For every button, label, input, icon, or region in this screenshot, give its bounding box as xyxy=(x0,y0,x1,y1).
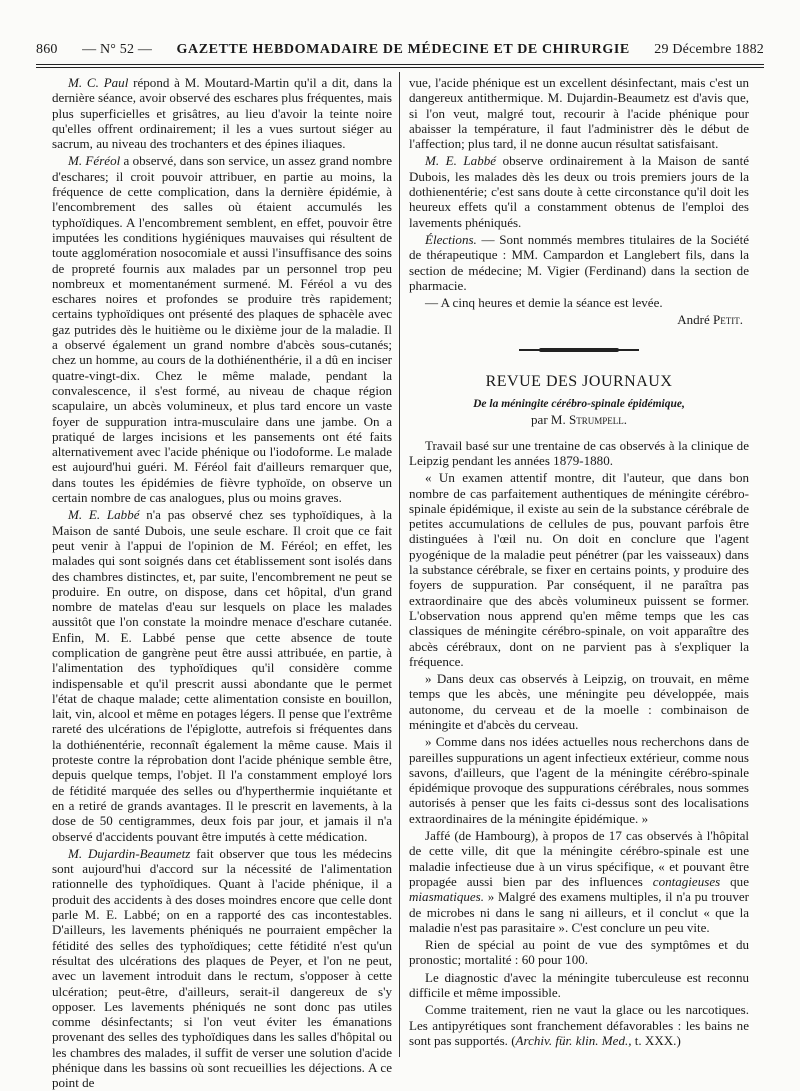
signature: André Petit. xyxy=(677,312,743,328)
speaker-name: M. E. Labbé xyxy=(425,153,497,169)
paragraph: Le diagnostic d'avec la méningite tuberculeuse est reconnu difficile et même impossible. xyxy=(409,969,749,1001)
paragraph: M. Dujardin-Beaumetz fait observer que tous les médecins sont aujourd'hui d'accord sur la nécessité de l'alimentation rationnelle des typhoïdiques. Quant à l'acide phénique, il a produit des accidents à des doses moindres encore que celle dont parle M. E. Labbé; on en a rapporté des cas incontestables. D'ailleurs, les lavements phéniqués ne pourraient empêcher la fétidité des selles des typhoïdiques; cette fétidité n'est qu'un résultat des ulcérations des plaques de Peyer, et l'on ne peut, avec un lavement introduit dans le rectum, s'opposer à cette ulcération; peut-être, d'ailleurs, serait-il dangereux de s'y opposer. Les lavements phéniqués ne sont donc pas utiles comme désinfectants; si l'on veut éviter les émanations provenant des selles des typhoïdiques dans les salles d'hôpital ou les chambres des malades, il suffit de verser une solution d'acide phénique dans les bassins où sont recueillies les déjections. A ce point de xyxy=(52,845,392,1091)
paragraph: vue, l'acide phénique est un excellent désinfectant, mais c'est un dangereux antithermique. M. Dujardin-Beaumetz est d'avis que, si l'on veut, malgré tout, recourir à l'acide phénique pour abaisser la température, il faut l'administrer dès le début de l'affection; plus tard, il ne donne aucun résultat satisfaisant. xyxy=(409,75,749,152)
page-header xyxy=(36,42,764,64)
speaker-name: M. Féréol xyxy=(68,153,121,169)
paragraph: Jaffé (de Hambourg), à propos de 17 cas observés à l'hôpital de cette ville, dit que la méningite cérébro-spinale est une maladie infectieuse due à un virus spécifique, « et pouvant être propagée aussi bien par des influences contagieuses que miasmatiques. » Malgré des examens multiples, il n'a pu trouver de microbes ni dans le sang ni ailleurs, et il conclut « que la maladie n'est pas parasitaire ». C'est conclure un peu vite. xyxy=(409,828,749,935)
page-number: 860 xyxy=(36,42,58,57)
issue-number: — N° 52 — xyxy=(82,42,153,57)
paragraph: M. E. Labbé observe ordinairement à la Maison de santé Dubois, les malades dès les deux ou trois premiers jours de la dothienentérie; c'est sans doute à cette circonstance qu'il doit les heureux effets qu'il a constamment obtenus de l'emploi des lavements phéniqués. xyxy=(409,153,749,230)
paragraph: M. C. Paul répond à M. Moutard-Martin qu'il a dit, dans la dernière séance, avoir observé des eschares plus fréquentes, mais plus superficielles et grisâtres, au lieu d'avoir la teinte noire qu'elles offrent ordinairement; il les a vues surtout siéger au sacrum, au niveau des trochanters et des épines iliaques. xyxy=(52,75,393,152)
section-divider xyxy=(519,348,639,352)
paragraph: « Un examen attentif montre, dit l'auteur, que dans bon nombre de cas parfaitement authentiques de méningite cérébro-spinale épidémique, il existe au sein de la substance cérébrale de petites accumulations de cellules de pus, pouvant parfois être distinguées à l'œil nu. On doit en conclure que l'agent pyogénique de la maladie peut pénétrer (par les vaisseaux) dans la substance cérébrale, se fixer en certains points, y produire des foyers de suppuration. Par conséquent, il ne paraîtra pas extraordinaire que des abcès volumineux puissent se former. L'observation nous apprend qu'en même temps que les cas classiques de méningite cérébro-spinale, on voit apparaître des abcès cérébraux, dont on ne parvient pas à s'expliquer la fréquence. xyxy=(409,470,749,669)
column-divider xyxy=(399,72,400,1057)
paragraph: — A cinq heures et demie la séance est levée. xyxy=(425,295,663,311)
paragraph: M. E. Labbé n'a pas observé chez ses typhoïdiques, à la Maison de santé Dubois, une seule eschare. Il croit que ce fait peut venir à l'appui de l'opinion de M. Féréol; en effet, les malades qui sont soignés dans cet établissement sont isolés dans des chambres distinctes, et, par suite, l'encombrement ne peut se produire. En outre, on dispose, dans cet hôpital, d'un grand nombre de matelas d'eau sur lesquels on place les malades aussitôt que l'on constate la moindre menace d'eschare cutanée. Enfin, M. E. Labbé pense que cette absence de toute complication de gangrène peut être aussi attribuée, en partie, à l'alimentation des typhoïdiques qu'il considère comme indispensable et qu'il prescrit aussi abondante que le permet l'état de chaque malade; cette alimentation consiste en bouillon, lait, vin, alcool et même en potages légers. Il pense que l'extrême rareté des ulcérations de l'épiglotte, autrefois si fréquentes dans la dothiénentérie, reconnaît également la même cause. Mais il proteste contre la réprobation dont l'acide phénique semble être, depuis quelque temps, l'objet. Il l'a constamment employé lors de fétidité marquée des selles ou d'hyperthermie inquiétante et en a retiré de grands avantages. Il le prescrit en lavements, à la dose de 50 centigrammes, deux fois par jour, et jamais il n'a observé d'accidents pouvant être imputés à cette médication. xyxy=(52,507,392,844)
speaker-name: M. Dujardin-Beaumetz xyxy=(68,845,191,861)
speaker-name: M. C. Paul xyxy=(68,75,129,90)
article-title: De la méningite cérébro-spinale épidémique, xyxy=(473,398,685,411)
paragraph: Élections. — Sont nommés membres titulaires de la Société de thérapeutique : MM. Campardon et Langlebert fils, dans la section de médecine; M. Vigier (Ferdinand) dans la section de pharmacie. xyxy=(409,231,749,293)
speaker-name: M. E. Labbé xyxy=(68,507,140,523)
header-rule-top xyxy=(36,64,764,65)
paragraph: Travail basé sur une trentaine de cas observés à la clinique de Leipzig pendant les années 1879-1880. xyxy=(409,437,749,468)
header-rule-bottom xyxy=(36,67,764,68)
article-author: par M. Strumpell. xyxy=(531,412,627,428)
paragraph: » Comme dans nos idées actuelles nous recherchons dans de pareilles suppurations un agent infectieux extérieur, comme nous savons, d'ailleurs, que l'agent de la méningite cérébro-spinale épidémique provoque des suppurations cérébrales, nous sommes autorisés à penser que les faits ci-dessus sont des localisations extraordinaires de la méningite épidémique. » xyxy=(409,734,749,826)
left-column xyxy=(52,75,393,1091)
issue-date: 29 Décembre 1882 xyxy=(654,42,764,57)
elections-label: Élections. xyxy=(425,231,477,247)
section-title: REVUE DES JOURNAUX xyxy=(485,372,673,390)
right-column xyxy=(409,75,749,1055)
paragraph: M. Féréol a observé, dans son service, un assez grand nombre d'eschares; il croit pouvoir attribuer, en partie au moins, la fréquence de cette complication, dans la dernière épidémie, à l'encombrement des salles où étaient accumulés les typhoïdiques. A l'encombrement semblent, en effet, pouvoir être imputées les conditions hygiéniques mauvaises qui résultent de toute agglomération nosocomiale et aussi l'insuffisance des soins de propreté fournis aux malades par un personnel trop peu nombreux et momentanément surmené. M. Féréol a vu des eschares noires et profondes se produire très rapidement; certains typhoïdiques ont présenté des plaques de sphacèle avec gaz putrides dès le huitième ou le dixième jour de la maladie. Il a observé également un grand nombre d'abcès sous-cutanés; chez un homme, au cours de la dothiénenthérie, il a dû en inciser quatre-vingt-dix. Chez le même malade, pendant la convalescence, il s'est formé, au niveau de chaque région scapulaire, un abcès volumineux, et plus tard encore un vaste foyer de suppuration intra-musculaire dans une jambe. On a pratiqué de larges incisions et les pansements ont été faits alternativement avec l'acide phénique ou l'iodoforme. Le malade est aujourd'hui guéri. M. Féréol fait d'ailleurs remarquer que, dans toutes les épidémies de fièvre typhoïde, on observe un certain nombre de cas analogues, plus ou moins graves. xyxy=(52,153,392,506)
paragraph: » Dans deux cas observés à Leipzig, on trouvait, en même temps que les abcès, une méningite peu développée, mais autonome, du cerveau et de la moelle : combinaison de méningite et d'abcès du cerveau. xyxy=(409,671,749,732)
paragraph: Rien de spécial au point de vue des symptômes et du pronostic; mortalité : 60 pour 100. xyxy=(409,937,749,968)
journal-title: GAZETTE HEBDOMADAIRE DE MÉDECINE ET DE CHIRURGIE xyxy=(176,42,630,57)
paragraph: Comme traitement, rien ne vaut la glace ou les narcotiques. Les antipyrétiques sont franchement défavorables : les bains ne sont pas supportés. (Archiv. für. klin. Med., t. XXX.) xyxy=(409,1002,749,1048)
